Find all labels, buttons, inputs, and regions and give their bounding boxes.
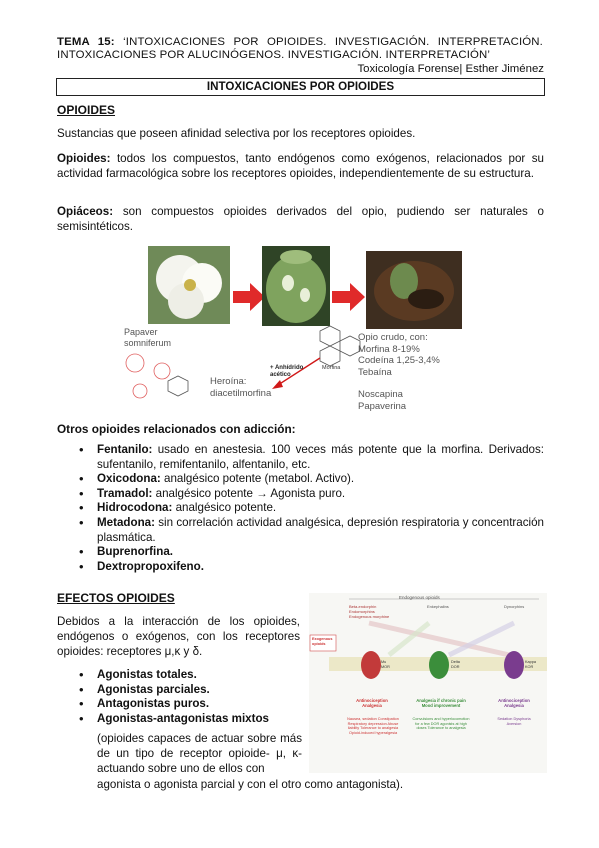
diagram-top-label: Endogenous opioids [399,595,440,600]
kor-effect: Antinociception Analgesia [498,698,530,708]
item-text: usado en anestesia. 100 veces más potente que la morfina. Derivados: sufentanilo, remifentanilo, alfentanilo, etc. [97,443,544,471]
opioid-receptor-diagram [309,593,547,773]
diagram-col1: Beta-endorphin Endomorphins Endogenous morphine [349,604,390,619]
receptor-diagram-graphics [309,593,547,773]
kor-name: Kappa [525,660,536,664]
label-morfina-mol: Morfina [322,365,341,371]
opio-codeina: Codeína 1,25-3,4% [358,355,440,366]
list-otros-opioides [77,443,544,574]
item-term: Agonistas totales. [97,668,197,681]
morphine-structure [320,326,360,366]
item-term: Hidrocodona: [97,501,173,515]
heading-otros-opioides: Otros opioides relacionados con adicción: [57,422,296,436]
kor-label [525,660,536,669]
list-item [77,668,302,683]
list-item [77,487,544,502]
document-header [57,36,543,62]
heading-efectos: EFECTOS OPIOIDES [57,591,175,605]
section-title-box: INTOXICACIONES POR OPIOIDES [56,78,545,96]
list-item [77,545,544,560]
item-term: Metadona: [97,515,155,529]
diagram-col2: Enkephalins [427,604,449,609]
diagram-col3: Dynorphins [504,604,525,609]
dor-receptor [429,651,449,679]
item-term: Agonistas-antagonistas mixtos [97,711,270,725]
list-efectos [77,668,302,726]
opio-papaverina: Papaverina [358,400,407,412]
dor-name: Delta [451,660,460,664]
heroina-title: Heroína: [210,376,247,387]
item-text: analgésico potente → Agonista puro. [152,486,346,500]
tema-text: ‘INTOXICACIONES POR OPIOIDES. INVESTIGACIÓN. INTERPRETACIÓN. INTOXICACIONES POR ALUCINÓGENOS. INVESTIGACIÓN. INTERPRETACIÓN’ [57,36,543,61]
list-item [77,560,544,575]
opio-tebaina: Tebaína [358,366,392,378]
item-term: Antagonistas puros. [97,697,210,711]
list-item [77,472,544,487]
item-text: analgésico potente (metabol. Activo). [160,472,355,486]
mor-name: Mu [381,660,387,664]
arrow-right-icon [332,283,365,311]
mixtos-description: (opioides capaces de actuar sobre más de un tipo de receptor opioide- μ, κ- actuando sobre uno de ellos con [97,732,302,775]
item-term: Tramadol: [97,486,153,500]
list-item [77,683,302,698]
def-opiaceos: son compuestos opioides derivados del opio, pudiendo ser naturales o semisintéticos. [57,205,544,233]
mor-effect: Antinociception Analgesia [356,698,388,708]
opio-title: Opio crudo, con: [358,332,428,343]
list-item [77,443,544,472]
dor-abbr: DOR [451,664,460,669]
list-item [77,516,544,545]
mixtos-tail: agonista o agonista parcial y con el otro como antagonista). [97,778,404,791]
item-term: Dextropropoxifeno. [97,559,204,573]
kor-side-effects: Sedation Dysphoria Aversion [497,717,531,726]
mor-receptor [361,651,381,679]
mor-abbr: MOR [381,664,390,669]
dor-label [451,660,460,669]
kor-abbr: KOR [525,664,534,669]
heading-opioides: OPIOIDES [57,103,116,117]
diagram-exogenous: Exogenous opioids [312,637,333,646]
opio-morfina: Morfina 8-19% [358,343,420,355]
item-term: Agonistas parciales. [97,682,210,696]
label-anhidrido: + Anhídrido acético [270,365,304,378]
item-text: sin correlación actividad analgésica, depresión respiratoria y concentración plasmática. [97,515,544,544]
list-item [77,697,302,712]
para-efectos: Debidos a la interacción de los opioides, endógenos o exógenos, con los receptores opioides: receptores μ,κ y δ. [57,615,300,658]
item-text: analgésico potente. [172,501,277,515]
opio-noscapina: Noscapina [358,389,403,400]
item-term: Fentanilo: [97,443,153,456]
para-opioides [57,151,544,181]
dor-side-effects: Convulsions and hyperlocomotion for a few DOR agonists at high doses Tolerance to analgesia [412,717,470,731]
para-sustancias: Sustancias que poseen afinidad selectiva por los receptores opioides. [57,127,416,140]
list-item [77,712,302,727]
term-opioides: Opioides: [57,152,111,165]
heroina-name: diacetilmorfina [210,387,272,399]
mor-label [381,660,390,669]
term-opiaceos: Opiáceos: [57,205,114,218]
heroin-structure [126,354,188,398]
item-term: Oxicodona: [97,472,161,486]
def-opioides: todos los compuestos, tanto endógenos como exógenos, relacionados por su actividad farmacológica sobre los receptores opioides, independientemente de su estructura. [57,152,544,180]
mor-side-effects: Nausea, sedation Constipation Respiratory depression Abuse liability Tolerance to analgesia Opioid-induced hyperalgesia [347,717,399,735]
tema-label: TEMA 15: [57,36,115,48]
label-papaver: Papaver somniferum [124,327,172,348]
dor-effect: Analgesia if chronic pain Mood improvement [416,698,466,708]
opio-composition [358,332,440,412]
arrow-right-icon [233,283,265,311]
item-term: Buprenorfina. [97,545,174,559]
label-heroina [210,376,271,399]
subject-line: Toxicología Forense| Esther Jiménez [357,63,544,75]
kor-receptor [504,651,524,679]
para-opiaceos [57,204,544,234]
list-item [77,501,544,516]
